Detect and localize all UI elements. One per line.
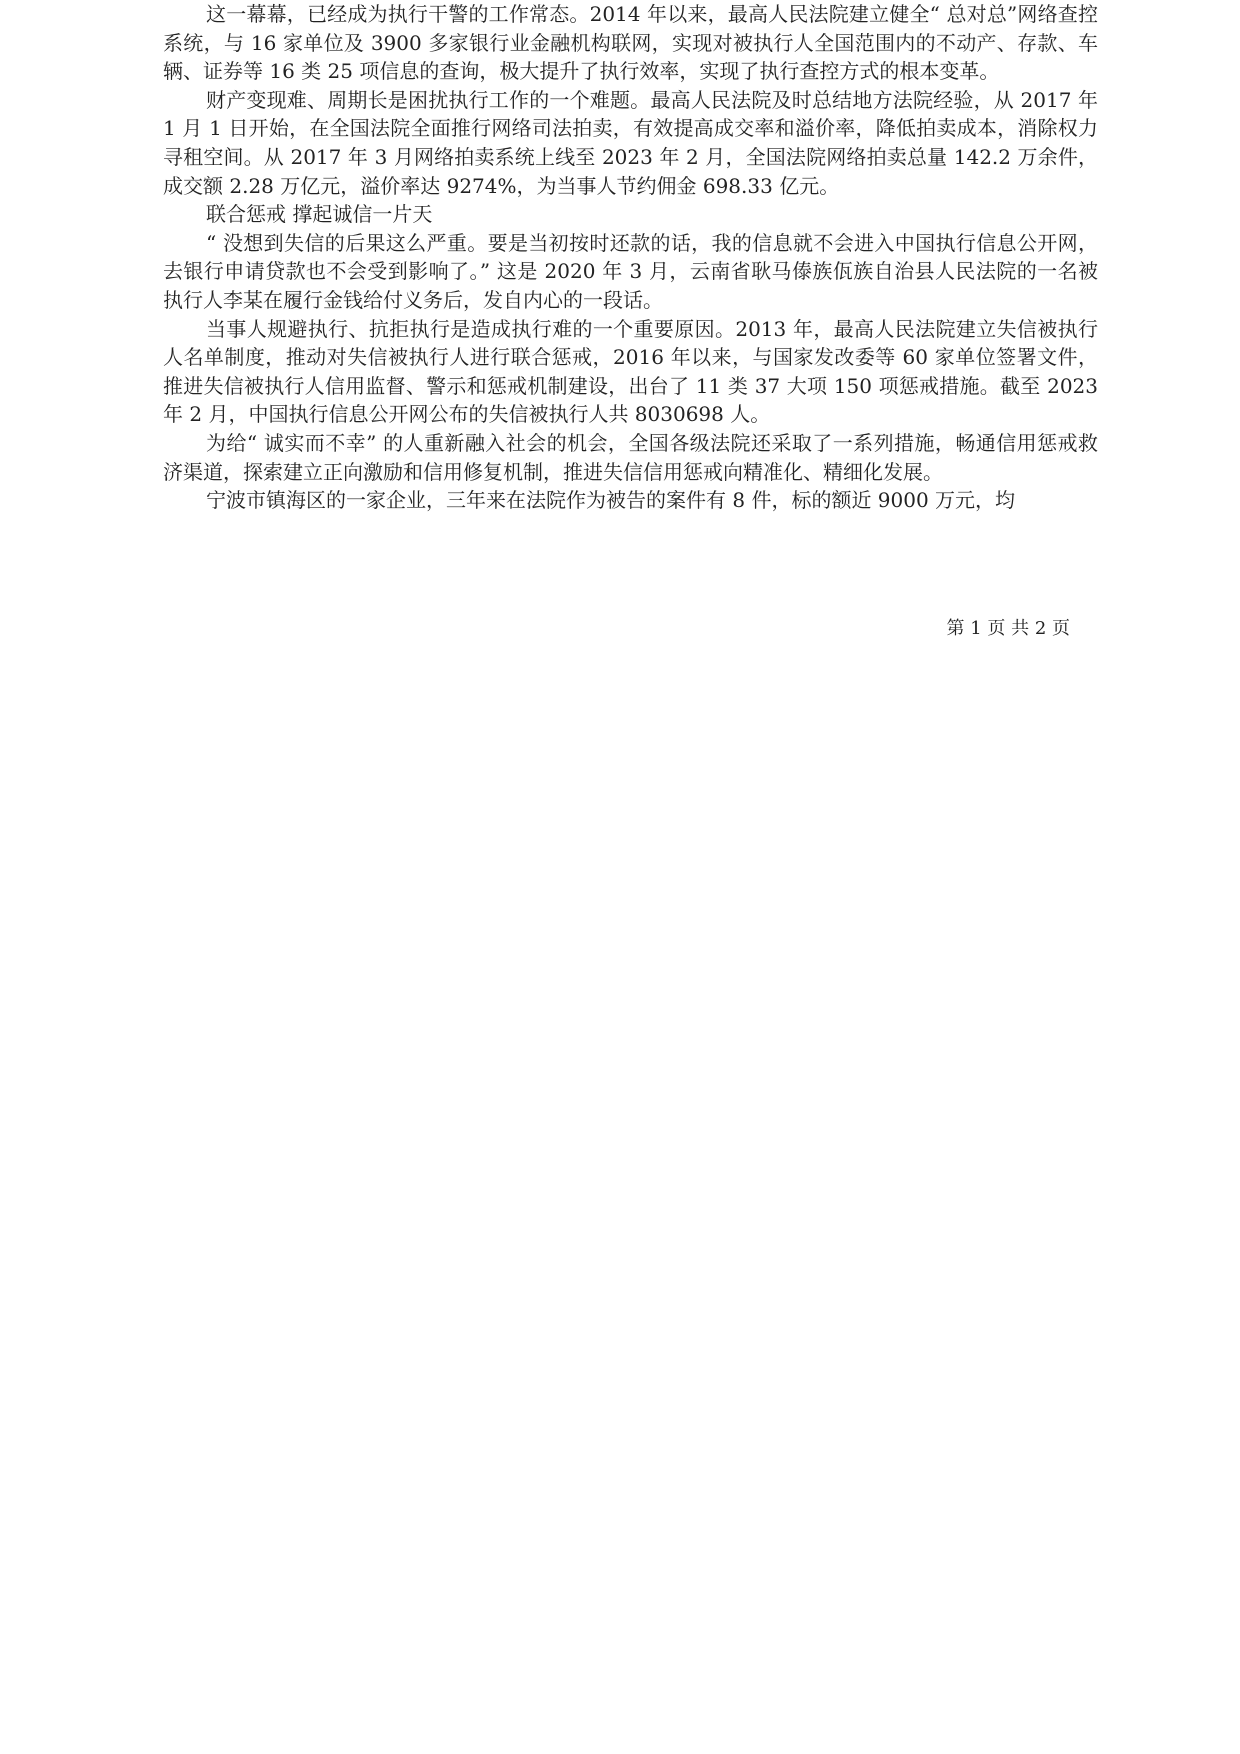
page-number-footer: 第 1 页 共 2 页 bbox=[946, 618, 1070, 639]
paragraph-5: 为给“ 诚实而不幸” 的人重新融入社会的机会，全国各级法院还采取了一系列措施，畅通信用惩戒救济渠道，探索建立正向激励和信用修复机制，推进失信信用惩戒向精准化、精细化发展。 bbox=[163, 430, 1098, 484]
section-heading: 联合惩戒 撑起诚信一片天 bbox=[206, 202, 433, 227]
paragraph-4: 当事人规避执行、抗拒执行是造成执行难的一个重要原因。2013 年，最高人民法院建立失信被执行人名单制度，推动对失信被执行人进行联合惩戒，2016 年以来，与国家发改委等 60 家单位签署文件，推进失信被执行人信用监督、警示和惩戒机制建设，出台了 11 类 37 大项 150 项惩戒措施。截至 2023 年 2 月，中国执行信息公开网公布的失信被执行人共 8030698 人。 bbox=[163, 316, 1098, 427]
paragraph-6: 宁波市镇海区的一家企业，三年来在法院作为被告的案件有 8 件，标的额近 9000 万元，均 bbox=[206, 488, 1016, 513]
paragraph-3: “ 没想到失信的后果这么严重。要是当初按时还款的话，我的信息就不会进入中国执行信息公开网，去银行申请贷款也不会受到影响了。” 这是 2020 年 3 月，云南省耿马傣族佤族自治县人民法院的一名被执行人李某在履行金钱给付义务后，发自内心的一段话。 bbox=[163, 230, 1098, 312]
document-body bbox=[163, 0, 1098, 515]
paragraph-2: 财产变现难、周期长是困扰执行工作的一个难题。最高人民法院及时总结地方法院经验，从 2017 年 1 月 1 日开始，在全国法院全面推行网络司法拍卖，有效提高成交率和溢价率，降低拍卖成本，消除权力寻租空间。从 2017 年 3 月网络拍卖系统上线至 2023 年 2 月，全国法院网络拍卖总量 142.2 万余件，成交额 2.28 万亿元，溢价率达 9274%，为当事人节约佣金 698.33 亿元。 bbox=[163, 87, 1098, 198]
paragraph-1: 这一幕幕，已经成为执行干警的工作常态。2014 年以来，最高人民法院建立健全“ 总对总”网络查控系统，与 16 家单位及 3900 多家银行业金融机构联网，实现对被执行人全国范围内的不动产、存款、车辆、证券等 16 类 25 项信息的查询，极大提升了执行效率，实现了执行查控方式的根本变革。 bbox=[163, 2, 1098, 84]
